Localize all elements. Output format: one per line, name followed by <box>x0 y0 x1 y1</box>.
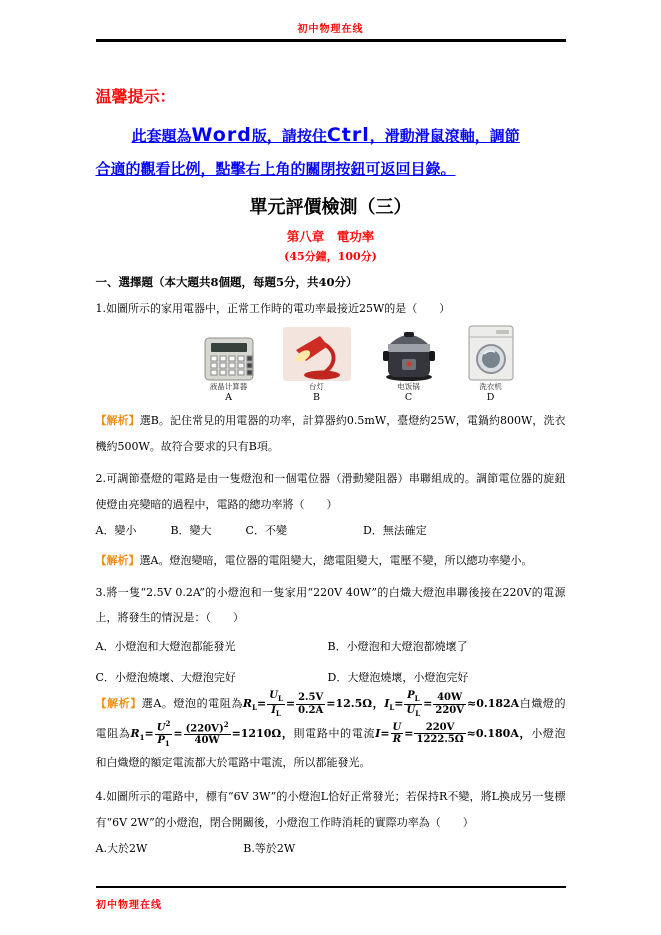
document-body <box>96 42 566 862</box>
question-2-analysis-text: 選A。燈泡變暗，電位器的電阻變大，總電阻變大，電壓不變，所以總功率變小。 <box>139 553 533 567</box>
question-4-text: 4.如圖所示的電路中，標有“6V 3W”的小燈泡L恰好正常發光；若保持R不變，將L換成另一隻標有“6V 2W”的小燈泡，閉合開關後，小燈泡工作時消耗的實際功率為（ ） <box>95 790 566 829</box>
question-4-option-a: A.大於2W <box>95 841 148 855</box>
question-1-analysis <box>96 408 566 460</box>
figure-letter: C <box>404 392 413 404</box>
question-3-option-b: B．小燈泡和大燈泡都燒壞了 <box>327 640 468 654</box>
figure-letter: B <box>313 392 320 404</box>
question-1-text: 1.如圖所示的家用電器中，正常工作時的電功率最接近25W的是（ ） <box>95 301 451 315</box>
calculator-image <box>202 326 256 382</box>
document-title: 單元評價檢測（三） <box>249 196 412 218</box>
question-3-analysis <box>96 689 566 778</box>
analysis-tag: 【解析】 <box>95 414 140 428</box>
desk-lamp-graphic <box>282 326 352 382</box>
tip-title: 温馨提示： <box>95 87 176 106</box>
question-3-analysis-text-4: 小燈泡和白熾燈的額定電流都大於電路中電流，所以都能發光。 <box>95 726 566 770</box>
tip-ctrl-keyword: Ctrl <box>326 124 370 146</box>
figure-calculator <box>202 326 256 405</box>
formula-lamp-resistance: $R_L=$ $\frac{U_L}{I_L}$ = $\frac{2.5V}{0.2A}$ =12.5Ω， <box>242 690 385 718</box>
tip-text-line2: 合適的觀看比例，點擊右上角的關閉按鈕可返回目錄。 <box>95 160 456 179</box>
footer-site-name: 初中物理在线 <box>96 900 162 911</box>
exam-meta: (45分鐘，100分) <box>284 249 377 263</box>
tip-part3: ，滑動滑鼠滾軸，調節 <box>369 127 520 145</box>
question-2-option-b: B．變大 <box>170 523 212 537</box>
tip-part1: 此套題為 <box>131 127 192 145</box>
question-2-text: 2.可調節臺燈的電路是由一隻燈泡和一個電位器（滑動變阻器）串聯組成的。調節電位器的旋鈕使燈由亮變暗的過程中，電路的總功率將（ ） <box>95 472 566 512</box>
formula-bulb-resistance: $R_1=$ $\frac{U^2}{P_1}$ = $\frac{(220V)^2}{40W}$ =1210Ω， <box>130 718 294 748</box>
page-header <box>0 0 661 42</box>
figure-caption: 电饭锅 <box>397 381 420 391</box>
page-footer <box>96 886 566 911</box>
rice-cooker-graphic <box>378 324 440 382</box>
tip-part2: 版，請按住 <box>251 127 327 145</box>
section-heading: 一、選擇題（本大題共8個題，每題5分，共40分） <box>95 274 358 289</box>
figure-letter: D <box>486 392 495 404</box>
desk-lamp-image <box>282 326 352 382</box>
question-2-options <box>96 518 566 544</box>
question-4-option-b: B.等於2W <box>243 841 296 855</box>
question-3-analysis-text-2: 白熾燈的電阻為 <box>95 697 566 740</box>
footer-divider <box>96 886 566 888</box>
figure-desk-lamp <box>282 326 352 405</box>
figure-rice-cooker <box>378 326 440 405</box>
washing-machine-graphic <box>466 324 516 382</box>
question-3-options <box>96 639 566 685</box>
question-1-figures <box>152 326 566 405</box>
question-3-option-d: D．大燈泡燒壞，小燈泡完好 <box>327 670 469 684</box>
washing-machine-image <box>466 326 516 382</box>
question-2-option-a: A．變小 <box>95 523 137 537</box>
analysis-tag: 【解析】 <box>95 697 142 711</box>
question-2-option-c: C．不變 <box>245 523 287 537</box>
figure-washing-machine <box>466 326 516 405</box>
rice-cooker-image <box>378 326 440 382</box>
question-3-option-c: C．小燈泡燒壞、大燈泡完好 <box>95 670 236 684</box>
figure-letter: A <box>225 392 232 404</box>
tip-text-line1 <box>96 119 566 151</box>
question-3-option-a: A．小燈泡和大燈泡都能發光 <box>95 640 236 654</box>
formula-lamp-current: $I_L=$ $\frac{P_L}{U_L}$ = $\frac{40W}{220V}$ ≈0.182A <box>384 690 520 718</box>
figure-caption: 台灯 <box>309 381 324 391</box>
question-3-text: 3.將一隻“2.5V 0.2A”的小燈泡和一隻家用“220V 40W”的白熾大燈泡串聯後接在220V的電源上，將發生的情況是：（ ） <box>95 585 566 625</box>
formula-circuit-current: I= $\frac{U}{R}$ = $\frac{220V}{1222.5\Omega}$ ≈0.180A， <box>375 721 532 746</box>
question-2-option-d: D．無法確定 <box>362 523 427 537</box>
calculator-graphic <box>202 336 256 382</box>
analysis-tag: 【解析】 <box>95 553 140 567</box>
question-3-analysis-text-3: 則電路中的電流 <box>293 726 376 740</box>
question-4-options <box>96 836 566 862</box>
question-2-analysis <box>96 548 566 574</box>
figure-caption: 洗衣机 <box>479 381 502 391</box>
question-1-analysis-text: 選B。記住常見的用電器的功率，計算器約0.5mW，臺燈約25W，電鍋約800W，洗衣機約500W。故符合要求的只有B項。 <box>95 414 566 454</box>
chapter-heading: 第八章 電功率 <box>286 228 375 244</box>
header-site-name: 初中物理在线 <box>297 24 364 35</box>
tip-word-keyword: Word <box>191 124 252 146</box>
question-3-analysis-text-1: 選A。燈泡的電阻為 <box>141 697 243 711</box>
figure-caption: 液晶计算器 <box>209 381 248 391</box>
